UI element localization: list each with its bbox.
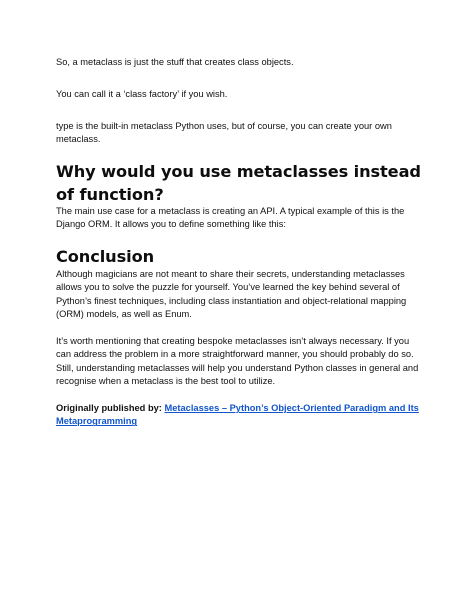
paragraph-conclusion-magicians: Although magicians are not meant to share their secrets, understanding metaclasses allows you to solve the puzzle for yourself. You’ve learned the key behind several of Python’s finest techniques, including class instantiation and object-relational mapping (ORM) models, as well as Enum. <box>56 269 407 320</box>
paragraph-type-metaclass: type is the built-in metaclass Python uses, but of course, you can create your own metaclass. <box>56 121 392 145</box>
credit-label: Originally published by: <box>56 403 165 413</box>
heading-why-use-metaclasses: Why would you use metaclasses instead of function? <box>56 162 421 204</box>
paragraph-api-use-case: The main use case for a metaclass is creating an API. A typical example of this is the Django ORM. It allows you to define something like this: <box>56 206 405 230</box>
paragraph-metaclass-definition: So, a metaclass is just the stuff that creates class objects. <box>56 57 294 67</box>
paragraph-class-factory: You can call it a ‘class factory’ if you wish. <box>56 89 228 99</box>
heading-conclusion: Conclusion <box>56 247 155 266</box>
credit-line <box>56 402 426 429</box>
paragraph-bespoke-metaclasses: It’s worth mentioning that creating bespoke metaclasses isn’t always necessary. If you can address the problem in a more straightforward manner, you should probably do so. Still, understanding metaclasses will help you understand Python classes in general and recognise when a metaclass is the best tool to utilize. <box>56 336 419 387</box>
source-article-link[interactable]: Metaclasses – Python’s Object-Oriented Paradigm and Its Metaprogramming <box>56 403 419 427</box>
